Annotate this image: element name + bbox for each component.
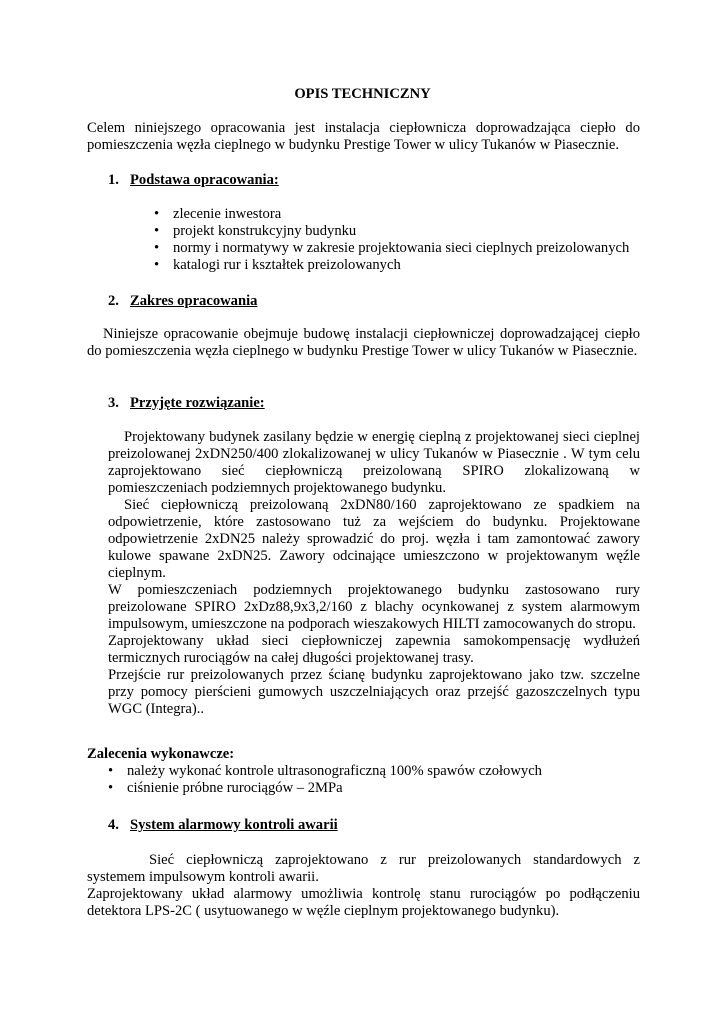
section-2-text: Niniejsze opracowanie obejmuje budowę instalacji ciepłowniczej doprowadzającej ciepło do pomieszczenia węzła cieplnego w budynku Prestige Tower w ulicy Tukanów w Piasecznie. bbox=[87, 326, 640, 359]
intro-paragraph: Celem niniejszego opracowania jest instalacja ciepłownicza doprowadzająca ciepło do pomieszczenia węzła cieplnego w budynku Prestige Tower w ulicy Tukanów w Piasecznie. bbox=[87, 120, 640, 153]
list-item: • należy wykonać kontrole ultrasonograficzną 100% spawów czołowych bbox=[108, 763, 542, 780]
section-3-paragraph-2: Sieć ciepłowniczą preizolowaną 2xDN80/160 zaprojektowano ze spadkiem na odpowietrzenie, które zastosowano tuż za wejściem do budynku. Projektowane odpowietrzenie 2xDN25 należy sprowadzić do proj. węzła i tam zamontować zawory kulowe spawane 2xDN25. Zawory odcinające umieszczono w projektowanym węźle cieplnym. bbox=[108, 497, 640, 581]
list-item: • projekt konstrukcyjny budynku bbox=[154, 223, 629, 240]
section-2-title: Zakres opracowania bbox=[130, 293, 258, 309]
section-3-body bbox=[108, 429, 640, 718]
section-2-number: 2. bbox=[108, 293, 119, 309]
section-4-paragraph-1: Sieć ciepłowniczą zaprojektowano z rur preizolowanych standardowych z systemem impulsowym kontroli awarii. bbox=[87, 852, 640, 885]
list-item: • ciśnienie próbne rurociągów – 2MPa bbox=[108, 780, 542, 797]
section-3-paragraph-4: Zaprojektowany układ sieci ciepłowniczej zapewnia samokompensację wydłużeń termicznych rurociągów na całej długości projektowanej trasy. bbox=[108, 633, 640, 666]
section-2-heading bbox=[108, 293, 257, 310]
section-1-heading bbox=[108, 172, 279, 189]
document-title: OPIS TECHNICZNY bbox=[294, 86, 431, 102]
section-1-list bbox=[154, 206, 629, 274]
list-item: • katalogi rur i kształtek preizolowanych bbox=[154, 257, 629, 274]
section-3-number: 3. bbox=[108, 395, 119, 411]
section-4-paragraph-2: Zaprojektowany układ alarmowy umożliwia kontrolę stanu rurociągów po podłączeniu detektora LPS-2C ( usytuowanego w węźle cieplnym projektowanego budynku). bbox=[87, 886, 640, 919]
recommendations-list bbox=[108, 763, 542, 797]
section-2-paragraph bbox=[87, 326, 640, 360]
section-3-title: Przyjęte rozwiązanie: bbox=[130, 395, 265, 411]
section-4-title: System alarmowy kontroli awarii bbox=[130, 817, 338, 833]
section-3-paragraph-1: Projektowany budynek zasilany będzie w energię cieplną z projektowanej sieci cieplnej preizolowanej 2xDN250/400 zlokalizowanej w ulicy Tukanów w Piasecznie . W tym celu zaprojektowano sieć ciepłowniczą preizolowaną SPIRO zlokalizowaną w pomieszczeniach podziemnych projektowanego budynku. bbox=[108, 429, 640, 496]
section-3-paragraph-5: Przejście rur preizolowanych przez ścianę budynku zaprojektowano jako tzw. szczelne przy pomocy pierścieni gumowych uszczelniających oraz przejść gazoszczelnych typu WGC (Integra).. bbox=[108, 667, 640, 717]
section-4-body bbox=[87, 852, 640, 920]
recommendations-heading: Zalecenia wykonawcze: bbox=[87, 746, 235, 762]
list-item: • zlecenie inwestora bbox=[154, 206, 629, 223]
section-4-heading bbox=[108, 817, 338, 834]
section-3-paragraph-3: W pomieszczeniach podziemnych projektowanego budynku zastosowano rury preizolowane SPIRO 2xDz88,9x3,2/160 z blachy ocynkowanej z system alarmowym impulsowym, umieszczone na podporach wieszakowych HILTI zamocowanych do stropu. bbox=[108, 582, 640, 632]
section-3-heading bbox=[108, 395, 265, 412]
section-1-title: Podstawa opracowania: bbox=[130, 172, 279, 188]
list-item: • normy i normatywy w zakresie projektowania sieci cieplnych preizolowanych bbox=[154, 240, 629, 257]
section-1-number: 1. bbox=[108, 172, 119, 188]
section-4-number: 4. bbox=[108, 817, 119, 833]
